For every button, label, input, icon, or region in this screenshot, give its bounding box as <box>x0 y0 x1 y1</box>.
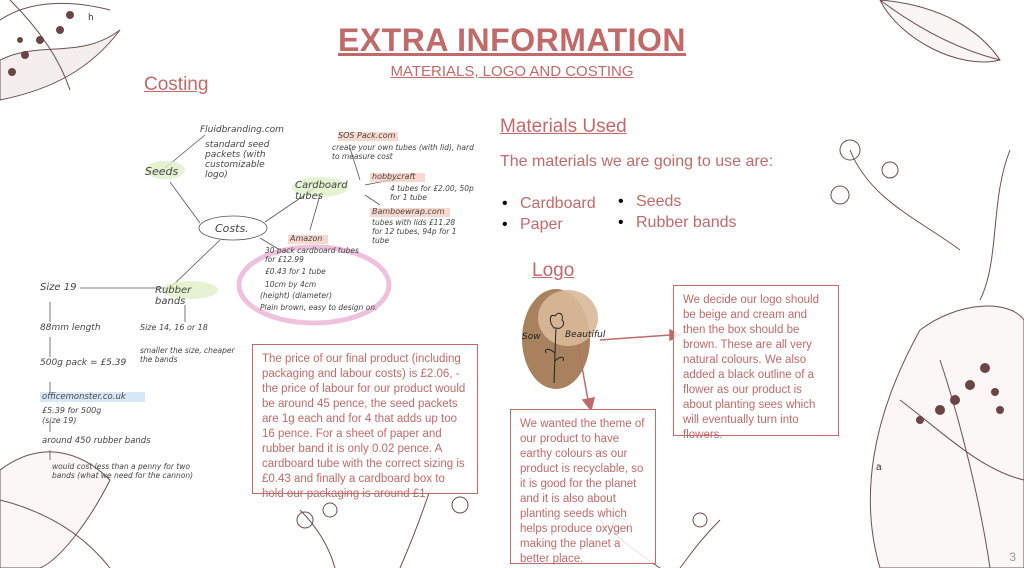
material-item: • Seeds <box>616 191 737 212</box>
materials-heading: Materials Used <box>500 116 627 137</box>
costing-heading: Costing <box>144 74 209 95</box>
logo-heading: Logo <box>532 260 575 281</box>
mm-amazon: Amazon <box>290 234 323 243</box>
mm-would: would cost less than a penny for two bands (what we need for the cannon) <box>52 462 194 480</box>
mm-cb-source-2: hobbycraft <box>372 172 416 181</box>
material-item: • Cardboard <box>500 193 596 214</box>
mm-amazon-5: Plain brown, easy to design on. <box>260 303 378 312</box>
mm-site: officemonster.co.uk <box>42 392 126 402</box>
page-subtitle: MATERIALS, LOGO AND COSTING <box>390 63 634 80</box>
materials-list-2 <box>616 191 737 233</box>
page-number: 3 <box>1009 550 1016 564</box>
mm-rb-sizes: Size 14, 16 or 18 <box>140 323 208 332</box>
mm-pack: 500g pack = £5.39 <box>40 358 127 368</box>
mm-cb-note-2: 4 tubes for £2.00, 50p for 1 tube <box>390 184 474 202</box>
mm-size: Size 19 <box>40 282 77 293</box>
materials-list-1 <box>500 193 596 235</box>
stray-mark: a <box>876 462 882 473</box>
logo-theme-box: We wanted the theme of our product to have earthy colours as our product is recyclable, so it is good for the planet and it is also about planting seeds which helps produce oxygen making the planet a better place. <box>510 409 656 564</box>
mm-cb-note-1: create your own tubes (with lid), hard to measure cost <box>332 143 474 161</box>
mm-center: Costs. <box>215 222 249 235</box>
mm-cb-source-1: SOS Pack.com <box>338 131 396 140</box>
mm-amazon-1: 30 pack cardboard tubes for £12.99 <box>265 246 359 264</box>
mm-cb-source-3: Bamboewrap.com <box>372 207 445 216</box>
mm-amazon-4: (height) (diameter) <box>260 291 332 300</box>
material-item: • Paper <box>500 214 596 235</box>
mm-rb-small: smaller the size, cheaper the bands <box>140 346 235 364</box>
logo-colour-box: We decide our logo should be beige and cream and then the box should be brown. These are all very natural colours. We also added a black outline of a flower as our product is about planting sees which will eventually turn into flowers. <box>673 285 839 436</box>
mm-seeds-note: standard seed packets (with customizable logo) <box>205 140 270 180</box>
mm-amazon-2: £0.43 for 1 tube <box>265 267 326 276</box>
corner-mark: h <box>88 13 94 23</box>
mm-amazon-3: 10cm by 4cm <box>265 280 317 289</box>
page-title: EXTRA INFORMATION <box>337 22 687 58</box>
materials-intro: The materials we are going to use are: <box>500 153 774 170</box>
mm-around: around 450 rubber bands <box>42 436 151 446</box>
logo-text-left: Sow <box>522 332 541 342</box>
mm-seeds-source: Fluidbranding.com <box>200 125 284 135</box>
price-box: The price of our final product (including packaging and labour costs) is £2.06, - the price of labour for our product would be around 45 pence, the seed packets are 1g each and for 4 that adds up too 16 pence. For a sheet of paper and rubber band it is only 0.02 pence. A cardboard tube with the correct sizing is £0.43 and finally a cardboard box to hold our packaging is around £1 <box>252 344 478 494</box>
mm-cb-note-3: tubes with lids £11.28 for 12 tubes, 94p for 1 tube <box>372 218 457 245</box>
material-item: • Rubber bands <box>616 212 737 233</box>
mm-length: 88mm length <box>40 323 101 333</box>
mm-seeds: Seeds <box>145 165 179 178</box>
logo-text-right: Beautiful <box>565 330 606 340</box>
mm-site-price: £5.39 for 500g (size 19) <box>42 406 102 425</box>
mm-rubber: Rubber bands <box>155 285 192 307</box>
mm-cardboard: Cardboard tubes <box>295 180 348 202</box>
